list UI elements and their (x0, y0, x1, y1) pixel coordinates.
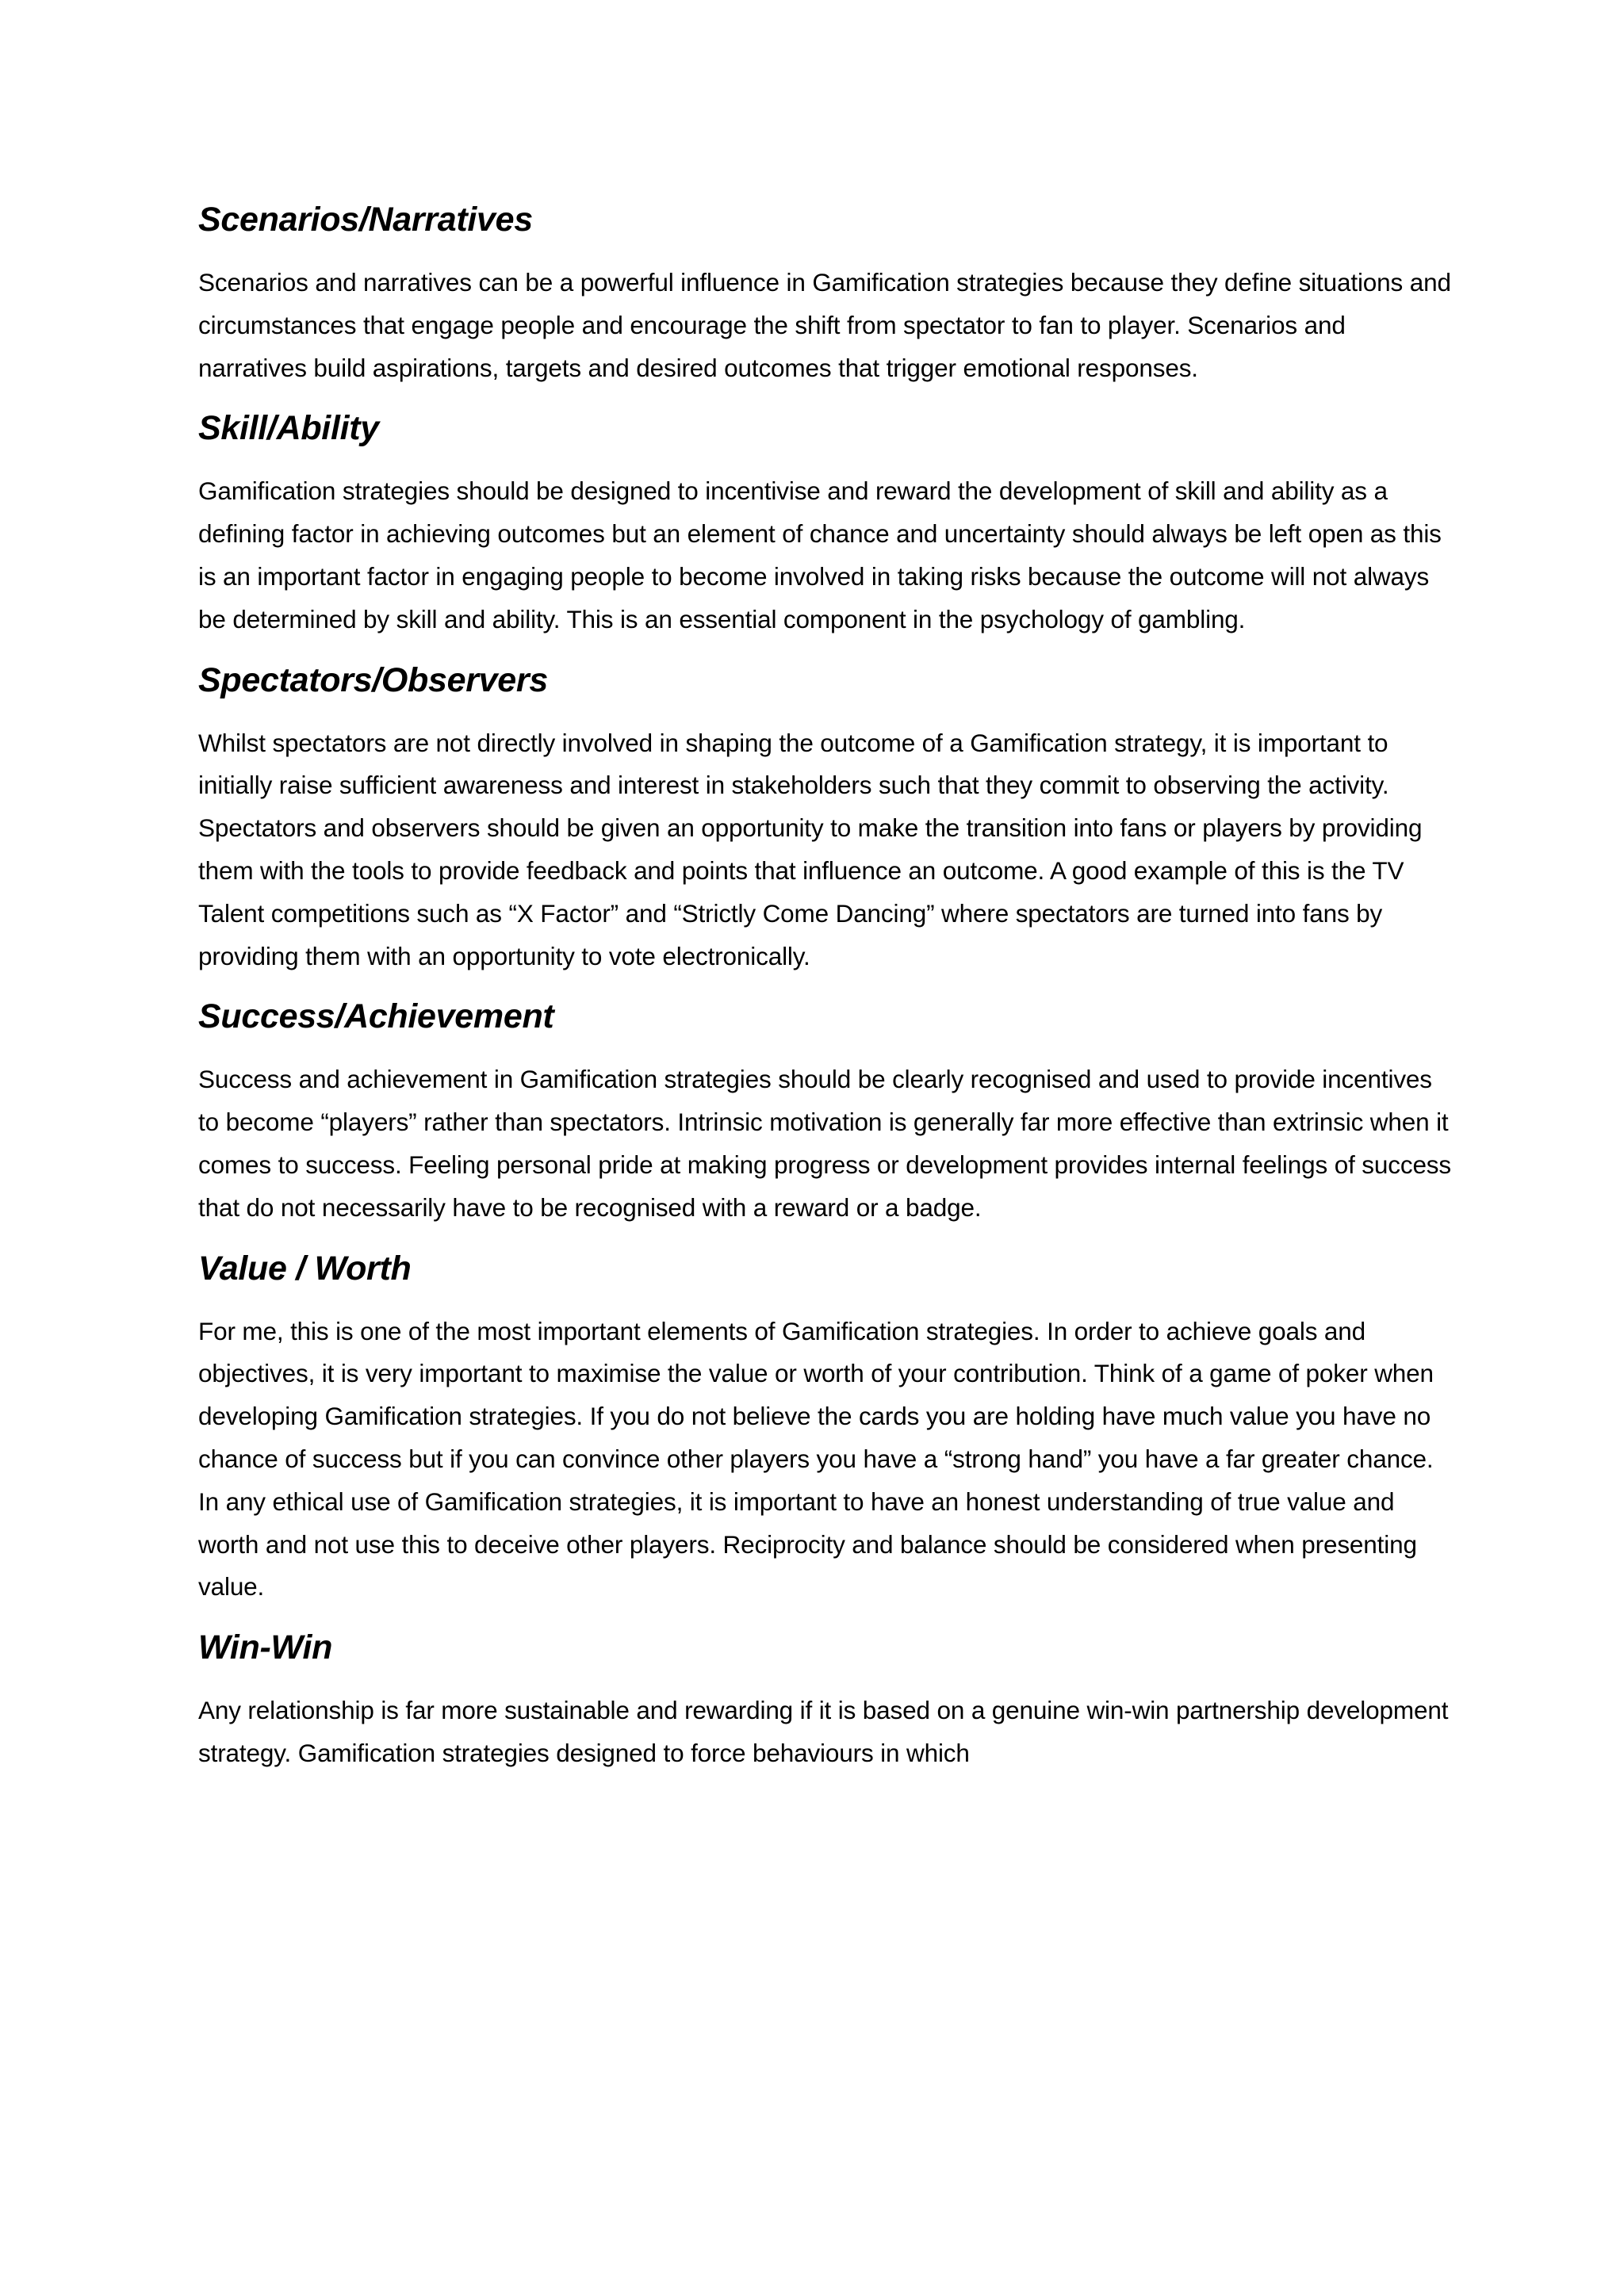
section-heading-success-achievement: Success/Achievement (198, 997, 554, 1036)
section-body-win-win: Any relationship is far more sustainable and rewarding if it is based on a genuine win-win partnership development strategy. Gamification strategies designed to force behaviours in which (198, 1696, 1449, 1767)
section-heading-win-win: Win-Win (198, 1628, 333, 1667)
section-body-scenarios-narratives: Scenarios and narratives can be a powerful influence in Gamification strategies because they define situations and circumstances that engage people and encourage the shift from spectator to fan to player. Scenarios and narratives build aspirations, targets and desired outcomes that trigger emotional responses. (198, 268, 1451, 382)
section-body-spectators-observers: Whilst spectators are not directly involved in shaping the outcome of a Gamification strategy, it is important to initially raise sufficient awareness and interest in stakeholders such that they commit to observing the activity. Spectators and observers should be given an opportunity to make the transition into fans or players by providing them with the tools to provide feedback and points that influence an outcome. A good example of this is the TV Talent competitions such as “X Factor” and “Strictly Come Dancing” where spectators are turned into fans by providing them with an opportunity to vote electronically. (198, 728, 1423, 970)
section-body-success-achievement: Success and achievement in Gamification strategies should be clearly recognised and used to provide incentives to become “players” rather than spectators. Intrinsic motivation is generally far more effective than extrinsic when it comes to success. Feeling personal pride at making progress or development provides internal feelings of success that do not necessarily have to be recognised with a reward or a badge. (198, 1065, 1452, 1222)
section-heading-skill-ability: Skill/Ability (198, 409, 379, 448)
section-heading-value-worth: Value / Worth (198, 1249, 412, 1288)
section-body-skill-ability: Gamification strategies should be designed to incentivise and reward the development of skill and ability as a defining factor in achieving outcomes but an element of chance and uncertainty should always be left open as this is an important factor in engaging people to become involved in taking risks because the outcome will not always be determined by skill and ability. This is an essential component in the psychology of gambling. (198, 476, 1442, 633)
section-heading-scenarios-narratives: Scenarios/Narratives (198, 201, 533, 239)
section-heading-spectators-observers: Spectators/Observers (198, 660, 548, 699)
document-content (198, 198, 1451, 1793)
section-body-value-worth: For me, this is one of the most important elements of Gamification strategies. In order to achieve goals and objectives, it is very important to maximise the value or worth of your contribution. Think of a game of poker when developing Gamification strategies. If you do not believe the cards you are holding have much value you have no chance of success but if you can convince other players you have a “strong hand” you have a far greater chance. In any ethical use of Gamification strategies, it is important to have an honest understanding of true value and worth and not use this to deceive other players. Reciprocity and balance should be considered when presenting value. (198, 1316, 1434, 1601)
